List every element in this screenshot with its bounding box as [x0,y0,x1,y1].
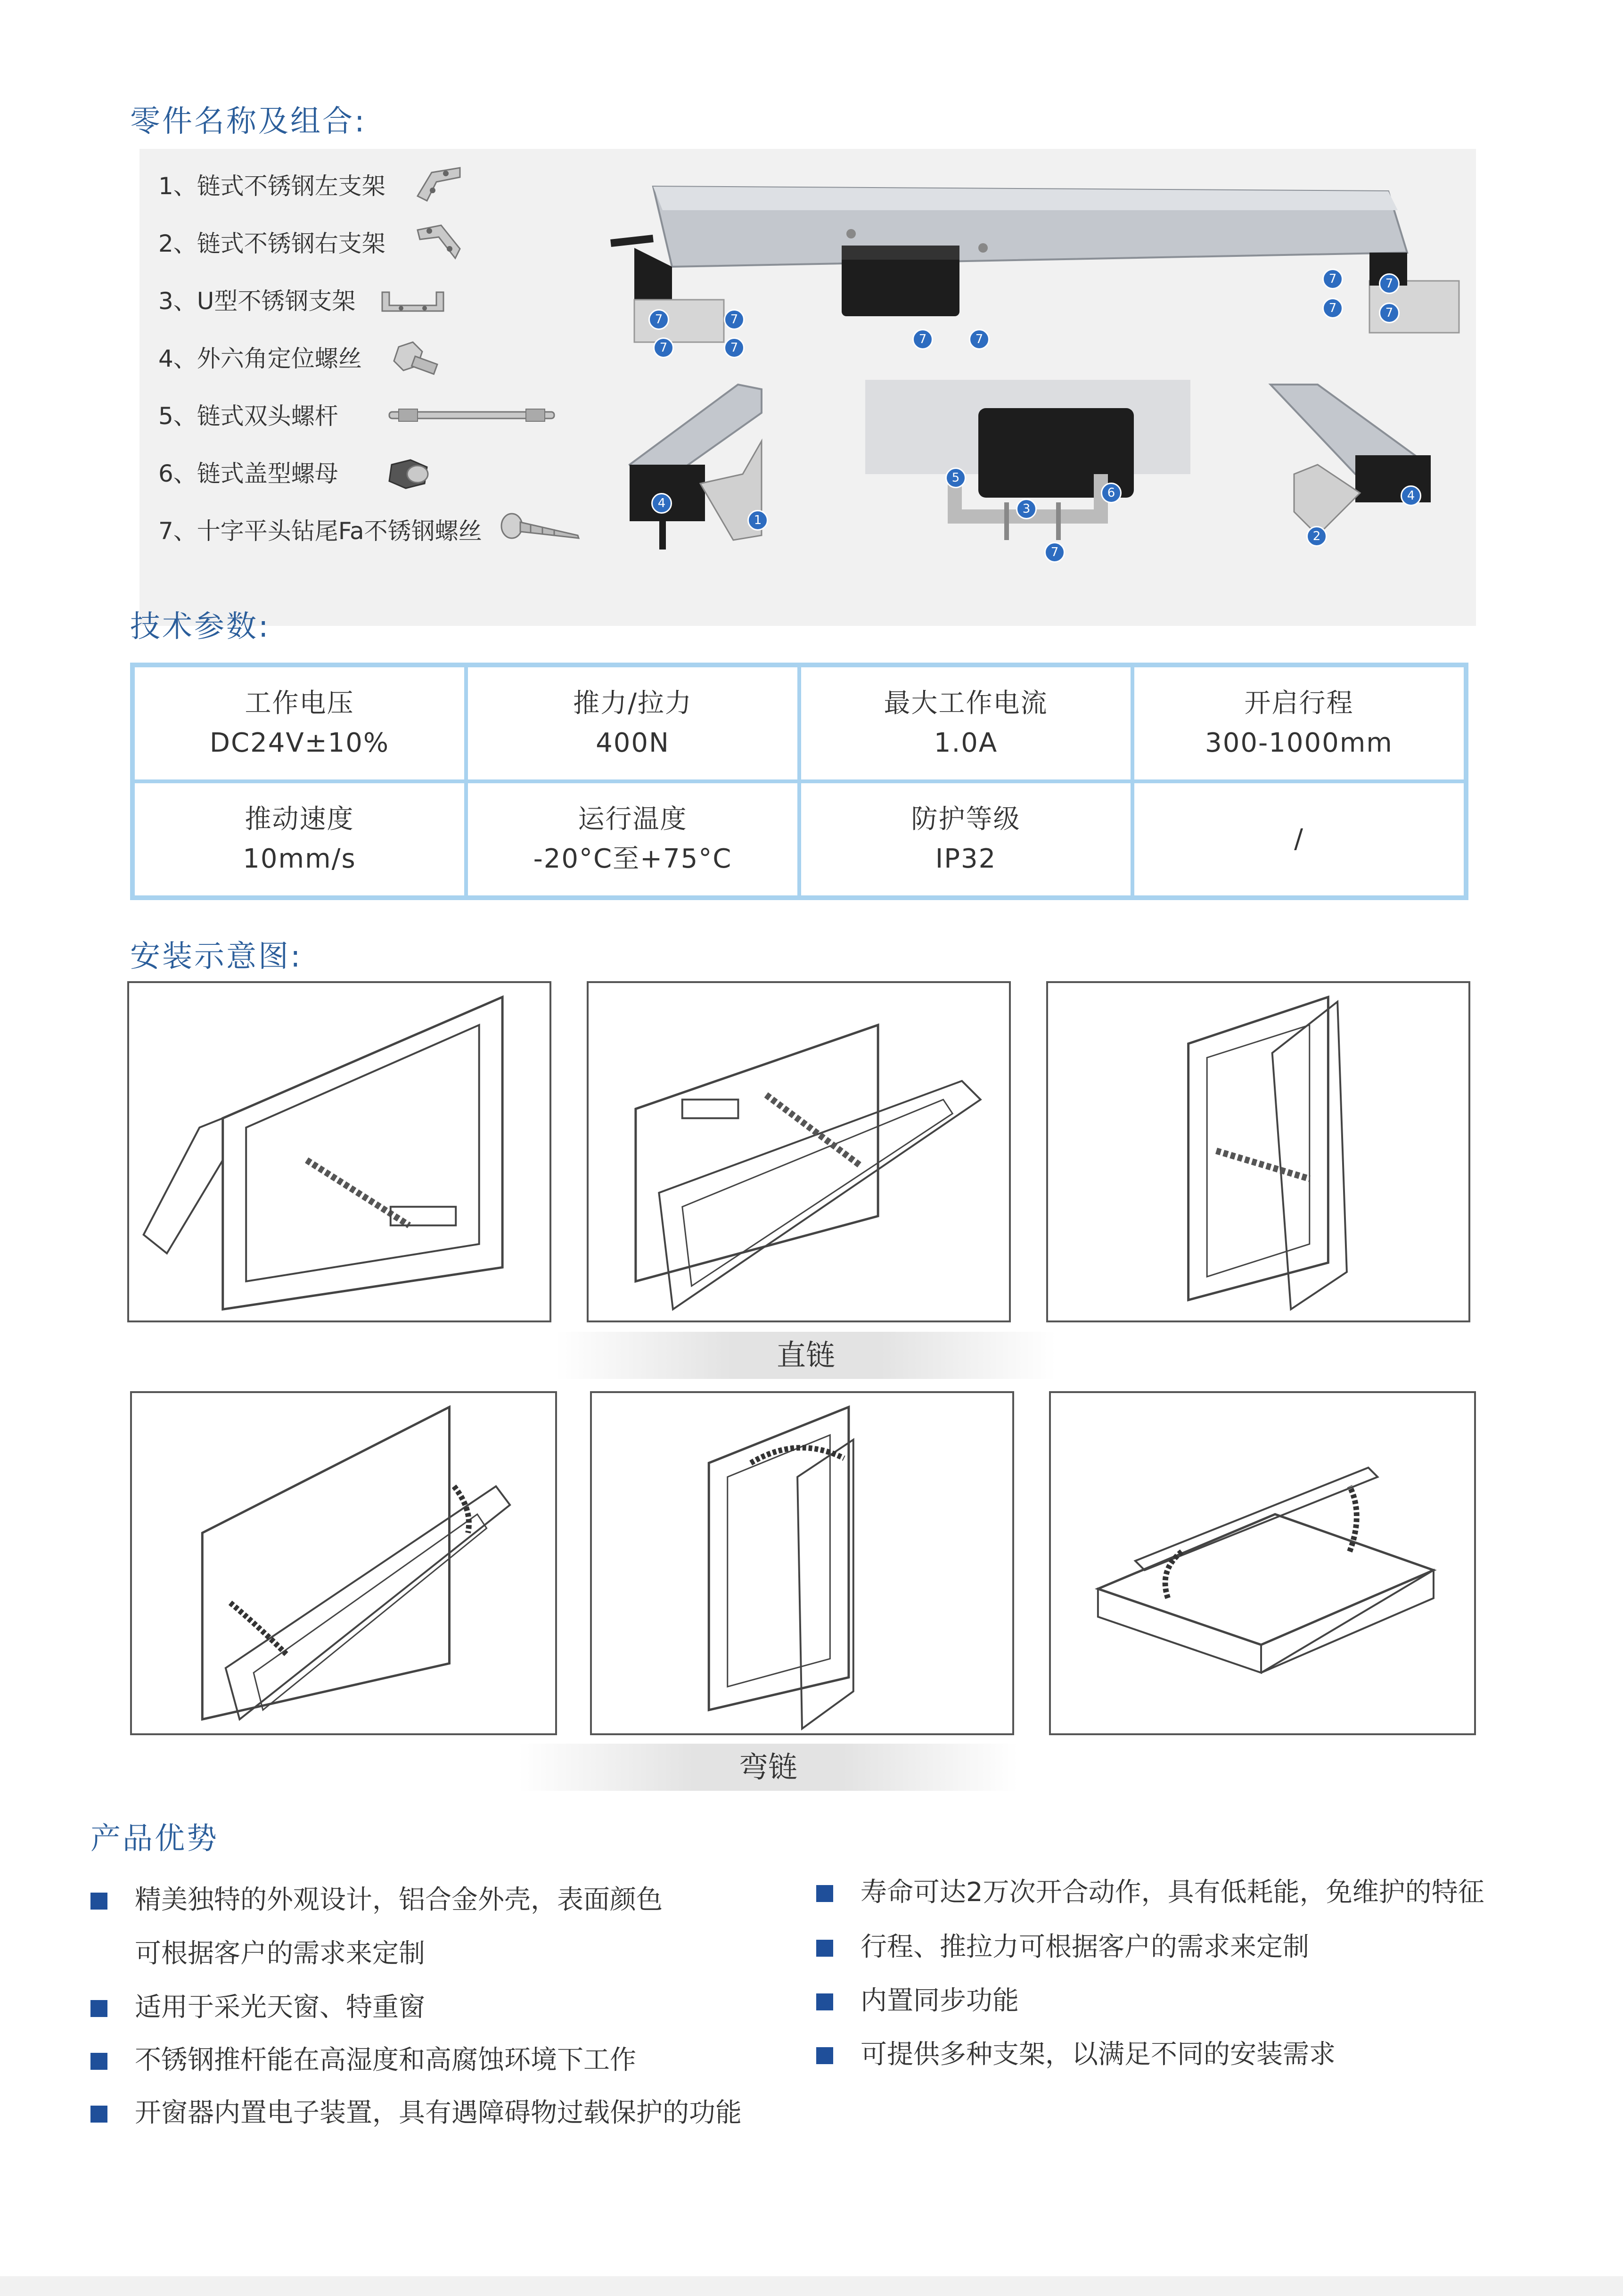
specs-section-title: 技术参数: [130,609,270,644]
advantage-item: 内置同步功能 [861,1985,1019,2016]
part-item-2 [158,221,385,263]
advantage-item: 行程、推拉力可根据客户的需求来定制 [861,1932,1309,1962]
part-item-5 [158,393,338,435]
double-end-rod-icon [385,403,559,427]
bullet-icon [90,2106,107,2123]
bullet-icon [816,2047,833,2064]
callout-4: 4 [651,493,672,514]
callout-7: 7 [648,309,669,330]
self-drilling-screw-icon [498,512,587,549]
spec-label: 防护等级 [911,804,1021,835]
install-section-title: 安装示意图: [130,939,303,974]
part-label: 6、链式盖型螺母 [158,460,338,487]
bullet-icon [816,1993,833,2010]
spec-label: 工作电压 [245,688,354,719]
spec-value: 300-1000mm [1205,728,1393,758]
spec-value: 400N [596,728,670,758]
spec-cell [1132,781,1466,897]
advantage-item: 精美独特的外观设计，铝合金外壳，表面颜色 [135,1885,663,1915]
footer-strip [0,2276,1623,2296]
caption-curved-chain: 弯链 [518,1744,1018,1791]
advantages-section-title: 产品优势 [90,1821,219,1856]
advantage-item: 可提供多种支架，以满足不同的安装需求 [861,2039,1336,2070]
part-label: 2、链式不锈钢右支架 [158,230,385,257]
spec-value: -20°C至+75°C [533,844,732,874]
callout-7: 7 [969,329,990,350]
spec-cell [133,665,466,781]
advantage-item: 不锈钢推杆能在高湿度和高腐蚀环境下工作 [135,2045,636,2075]
spec-value: DC24V±10% [209,728,390,758]
part-label: 5、链式双头螺杆 [158,402,338,430]
spec-table [130,663,1468,900]
callout-7: 7 [1379,303,1400,323]
diagram-straight-top-hung-outward [127,981,551,1322]
callout-1: 1 [747,510,768,531]
advantage-item: 开窗器内置电子装置，具有遇障碍物过载保护的功能 [135,2098,742,2128]
spec-label: / [1294,824,1304,854]
callout-6: 6 [1101,483,1122,503]
callout-7: 7 [1322,269,1343,289]
window-illustration [592,1393,1012,1733]
skylight-illustration [1051,1393,1474,1733]
spec-label: 运行温度 [578,804,688,835]
spec-label: 推力/拉力 [573,688,692,719]
detail-photo-right-bracket [1266,380,1454,549]
right-bracket-icon [413,221,465,263]
advantage-item: 寿命可达2万次开合动作，具有低耗能，免维护的特征 [861,1877,1484,1908]
spec-cell [133,781,466,897]
callout-3: 3 [1016,499,1037,519]
window-illustration [589,983,1009,1320]
u-bracket-icon [375,283,451,320]
part-item-3 [158,278,355,320]
callout-4: 4 [1401,485,1421,506]
bullet-icon [816,1940,833,1957]
bullet-icon [816,1885,833,1902]
part-label: 4、外六角定位螺丝 [158,345,362,372]
part-item-6 [158,451,338,493]
part-item-4 [158,336,362,378]
spec-value: 1.0A [934,728,998,758]
callout-2: 2 [1306,526,1327,547]
callout-7: 7 [912,329,933,350]
advantage-item: 适用于采光天窗、特重窗 [135,1992,425,2023]
hex-screw-icon [389,337,446,380]
diagram-straight-side-hung [1046,981,1470,1322]
diagram-curved-bottom-hung [130,1391,557,1735]
detail-photo-left-bracket [620,380,828,549]
spec-value: 10mm/s [243,844,356,874]
window-illustration [129,983,549,1320]
left-bracket-icon [413,163,465,205]
spec-cell [799,665,1132,781]
callout-7: 7 [1322,298,1343,319]
diagram-straight-bottom-hung-inward [587,981,1011,1322]
diagram-curved-side-hung [590,1391,1014,1735]
callout-5: 5 [945,467,966,488]
parts-panel [139,149,1476,626]
spec-cell [1132,665,1466,781]
part-item-1 [158,163,385,205]
callout-7: 7 [1044,542,1065,563]
part-label: 3、U型不锈钢支架 [158,287,356,315]
spec-label: 最大工作电流 [884,688,1048,719]
advantage-item-continued: 可根据客户的需求来定制 [135,1938,425,1969]
actuator-main-photo [597,163,1473,366]
part-item-7 [158,508,482,550]
callout-7: 7 [1379,273,1400,294]
cap-nut-icon [385,455,436,493]
spec-cell [799,781,1132,897]
spec-label: 推动速度 [245,804,354,835]
part-label: 1、链式不锈钢左支架 [158,172,385,200]
spec-value: IP32 [935,844,997,874]
part-label: 7、十字平头钻尾Fa不锈钢螺丝 [158,517,482,545]
callout-7: 7 [653,337,674,358]
parts-section-title: 零件名称及组合: [130,104,367,139]
detail-photo-u-bracket [865,380,1190,554]
bullet-icon [90,1893,107,1910]
spec-cell [466,781,799,897]
spec-label: 开启行程 [1244,688,1354,719]
window-illustration [1048,983,1468,1320]
caption-straight-chain: 直链 [556,1332,1056,1379]
spec-cell [466,665,799,781]
bullet-icon [90,2053,107,2070]
window-illustration [132,1393,555,1733]
callout-7: 7 [724,337,745,358]
bullet-icon [90,2000,107,2017]
callout-7: 7 [724,309,745,330]
diagram-curved-skylight [1049,1391,1476,1735]
